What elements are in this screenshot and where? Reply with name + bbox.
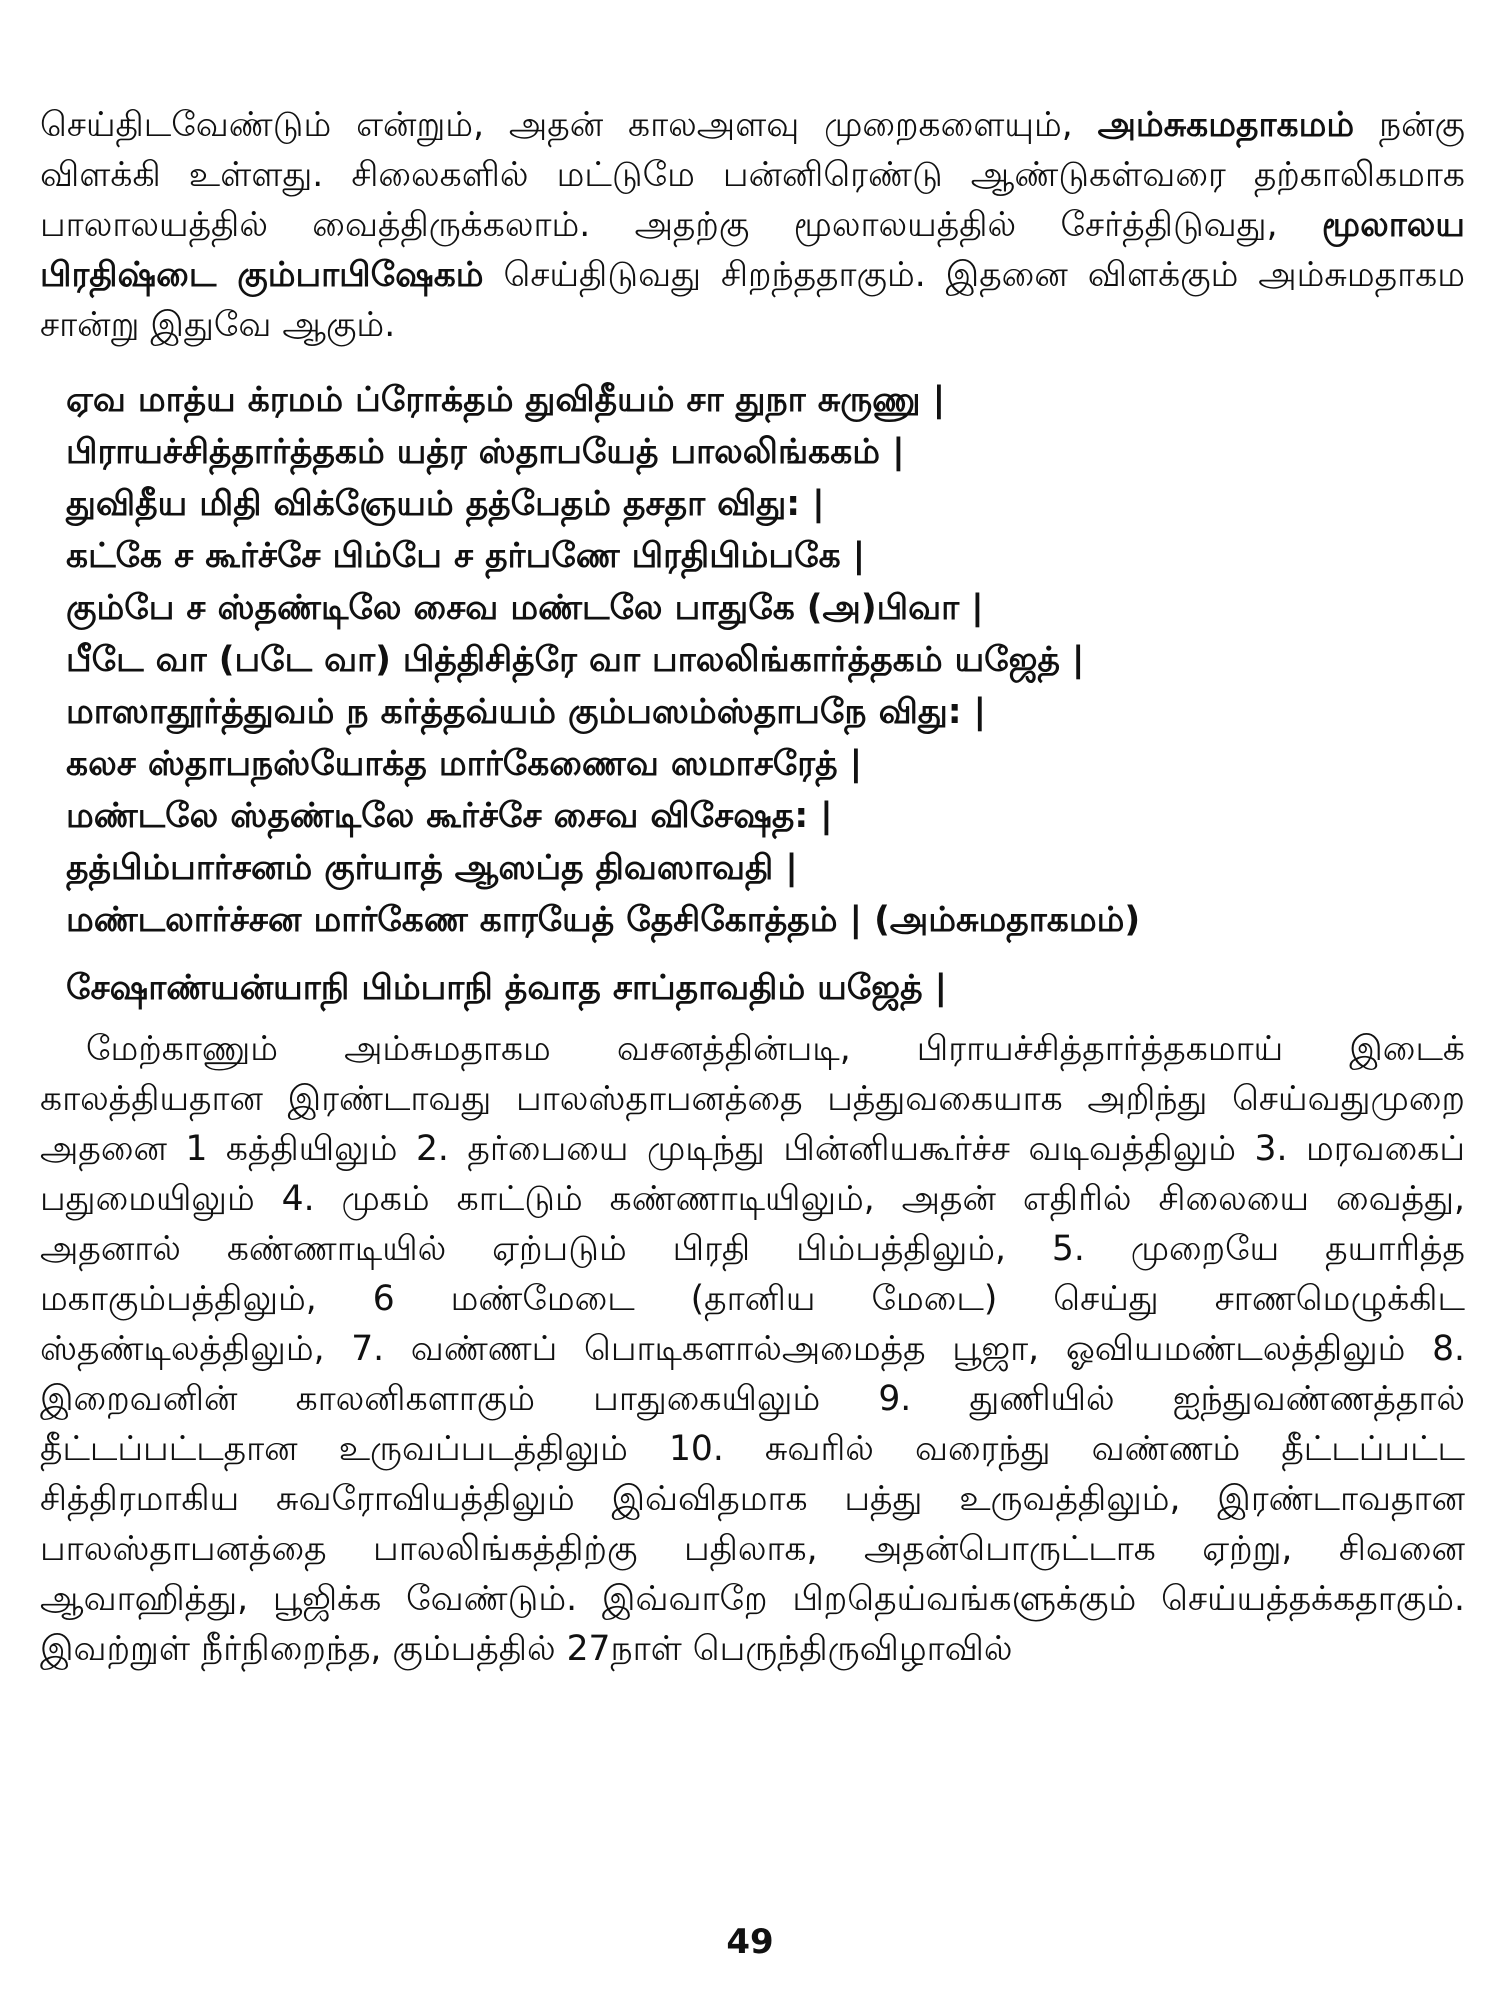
- verse-line: துவிதீய மிதி விக்ஞேயம் தத்பேதம் தசதா விது: |: [66, 484, 825, 524]
- verse-line: மண்டலே ஸ்தண்டிலே கூர்ச்சே சைவ விசேஷத: |: [66, 796, 833, 836]
- page-number: 49: [726, 1922, 774, 1962]
- verse-line: பீடே வா (படே வா) பித்திசித்ரே வா பாலலிங்கார்த்தகம் யஜேத் |: [66, 640, 1085, 680]
- paragraph-text: செய்திடவேண்டும் என்றும், அதன் காலஅளவு முறைகளையும்,: [40, 105, 1098, 145]
- verse-line: கட்கே ச கூர்ச்சே பிம்பே ச தர்பணே பிரதிபிம்பகே |: [66, 536, 866, 576]
- explanation-paragraph: [40, 1024, 1465, 1674]
- paragraph-text: மேற்காணும் அம்சுமதாகம வசனத்தின்படி, பிராயச்சித்தார்த்தகமாய் இடைக் காலத்தியதான இரண்டாவது பாலஸ்தாபனத்தை பத்துவகையாக அறிந்து செய்வதுமுறை அதனை 1 கத்தியிலும் 2. தர்பையை முடிந்து பின்னியகூர்ச்ச வடிவத்திலும் 3. மரவகைப் பதுமையிலும் 4. முகம் காட்டும் கண்ணாடியிலும், அதன் எதிரில் சிலையை வைத்து, அதனால் கண்ணாடியில் ஏற்படும் பிரதி பிம்பத்திலும், 5. முறையே தயாரித்த மகாகும்பத்திலும், 6 மண்மேடை (தானிய மேடை) செய்து சாணமெழுக்கிட ஸ்தண்டிலத்திலும், 7. வண்ணப் பொடிகளால்அமைத்த பூஜா, ஓவியமண்டலத்திலும் 8. இறைவனின் காலனிகளாகும் பாதுகையிலும் 9. துணியில் ஐந்துவண்ணத்தால் தீட்டப்பட்டதான உருவப்படத்திலும் 10. சுவரில் வரைந்து வண்ணம் தீட்டப்பட்ட சித்திரமாகிய சுவரோவியத்திலும் இவ்விதமாக பத்து உருவத்திலும், இரண்டாவதான பாலஸ்தாபனத்தை பாலலிங்கத்திற்கு பதிலாக, அதன்பொருட்டாக ஏற்று, சிவனை ஆவாஹித்து, பூஜிக்க வேண்டும். இவ்வாறே பிறதெய்வங்களுக்கும் செய்யத்தக்கதாகும். இவற்றுள் நீர்நிறைந்த, கும்பத்தில் 27நாள் பெருந்திருவிழாவில்: [40, 1029, 1465, 1669]
- verse-line: மாஸாதூர்த்துவம் ந கர்த்தவ்யம் கும்பஸம்ஸ்தாபநே விது: |: [66, 692, 987, 732]
- intro-paragraph: [40, 100, 1465, 350]
- page-body: [40, 100, 1465, 1674]
- verse-line: ஏவ மாத்ய க்ரமம் ப்ரோக்தம் துவிதீயம் சா துநா சுருணு |: [66, 380, 946, 420]
- verse-line: பிராயச்சித்தார்த்தகம் யத்ர ஸ்தாபயேத் பாலலிங்ககம் |: [66, 432, 905, 472]
- bold-term-moolalaya-kumbabishekam: மூலாலய பிரதிஷ்டை கும்பாபிஷேகம்: [40, 205, 1465, 295]
- verse-line: சேஷாண்யன்யாநி பிம்பாநி த்வாத சாப்தாவதிம் யஜேத் |: [66, 968, 948, 1008]
- bold-term-amsumadagamam: அம்சுகமதாகமம்: [1097, 105, 1355, 145]
- paragraph-text: நன்கு விளக்கி உள்ளது. சிலைகளில் மட்டுமே பன்னிரெண்டு ஆண்டுகள்வரை தற்காலிகமாக பாலாலயத்தில் வைத்திருக்கலாம். அதற்கு மூலாலயத்தில் சேர்த்திடுவது,: [40, 105, 1466, 245]
- verse-line: கலச ஸ்தாபநஸ்யோக்த மார்கேணைவ ஸமாசரேத் |: [66, 744, 863, 784]
- verse-line: கும்பே ச ஸ்தண்டிலே சைவ மண்டலே பாதுகே (அ)பிவா |: [66, 588, 984, 628]
- verse-line: தத்பிம்பார்சனம் குர்யாத் ஆஸப்த திவஸாவதி |: [66, 848, 798, 888]
- verse-line: மண்டலார்ச்சன மார்கேண காரயேத் தேசிகோத்தம் | (அம்சுமதாகமம்): [66, 900, 1141, 940]
- sanskrit-verse-block: [40, 374, 1465, 1014]
- paragraph-text: செய்திடுவது சிறந்ததாகும். இதனை விளக்கும் அம்சுமதாகம சான்று இதுவே ஆகும்.: [40, 255, 1465, 345]
